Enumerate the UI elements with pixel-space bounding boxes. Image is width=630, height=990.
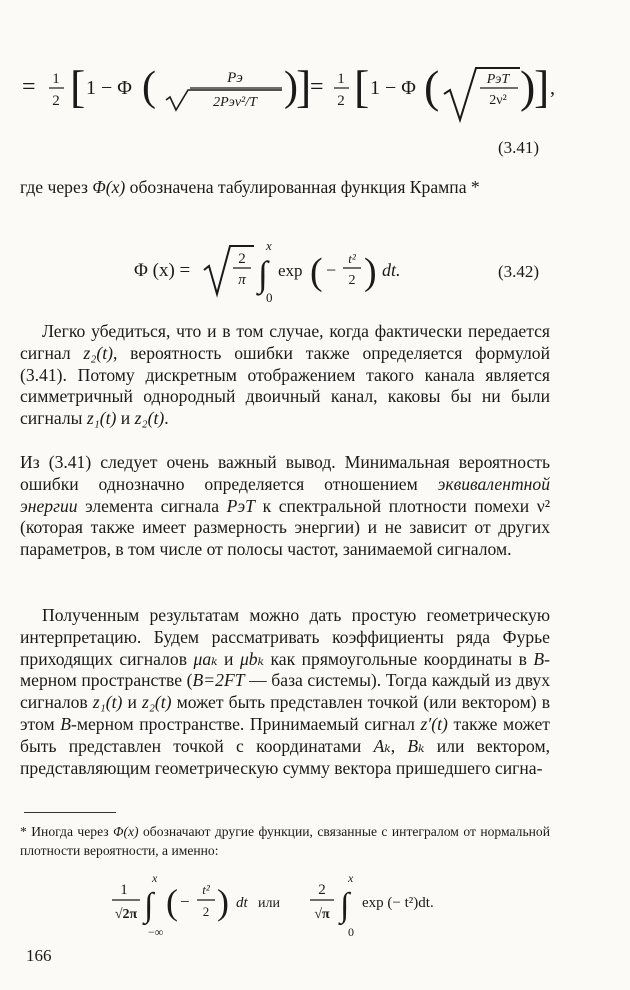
emphasis-equivalent-energy: эквивалентной энергии <box>20 473 550 516</box>
ff-exp-tail: exp (− t²)dt. <box>362 895 434 911</box>
ff-frac1-num: 1 <box>120 882 128 898</box>
footnote-rule <box>24 812 116 813</box>
f341-half-num: 1 <box>52 71 60 87</box>
f341-frac1-den: 2Pэν²/T <box>213 95 257 110</box>
f341-bracket-close: ] <box>296 61 312 112</box>
f342-minus: − <box>326 260 337 280</box>
f341-comma: , <box>550 77 555 99</box>
ff-two: 2 <box>202 904 210 919</box>
ff-frac2-den: √π <box>314 907 330 922</box>
f341-one-minus-2: 1 − Φ <box>370 77 416 99</box>
ff-paren-close: ) <box>217 882 229 922</box>
f342-paren-close: ) <box>364 251 377 293</box>
f342-upper: x <box>266 238 272 253</box>
f342-lower: 0 <box>266 290 273 305</box>
f342-two: 2 <box>348 273 356 288</box>
f342-sqrt-num: 2 <box>238 251 246 267</box>
equation-number-3-41: (3.41) <box>498 138 540 157</box>
f341-frac1-num: Pэ <box>227 70 243 86</box>
f342-integral: ∫ <box>258 254 268 294</box>
f341-paren2-open: ( <box>424 61 440 112</box>
f342-t2: t² <box>348 251 356 266</box>
f341-half2-den: 2 <box>337 93 345 109</box>
ff-minus: − <box>180 892 190 911</box>
ff-dt: dt <box>236 895 248 911</box>
ff-integral1: ∫ <box>144 887 154 924</box>
f341-bracket2-open: [ <box>354 61 370 112</box>
formula-3-41 <box>20 50 560 130</box>
intro-paragraph: где через Φ(x) обозначена табулированная функция Крампа * <box>20 177 480 197</box>
f341-bracket2-close: ] <box>534 61 550 112</box>
f342-paren-open: ( <box>310 251 323 293</box>
ff-frac2-num: 2 <box>318 882 326 898</box>
ff-t2: t² <box>202 882 210 897</box>
ff-lower2: 0 <box>348 925 354 939</box>
f341-paren-close: ) <box>284 64 298 110</box>
ff-integral2: ∫ <box>340 887 350 924</box>
f341-paren2-close: ) <box>520 61 536 112</box>
f342-dt: dt. <box>382 260 401 280</box>
f342-exp: exp <box>278 261 303 280</box>
f341-half2-num: 1 <box>337 71 345 87</box>
ff-frac1-den: √2π <box>114 907 138 922</box>
equation-number-3-42: (3.42) <box>498 262 540 281</box>
f341-paren-open: ( <box>142 64 156 110</box>
page-number: 166 <box>26 946 52 965</box>
ff-upper1: x <box>152 872 158 885</box>
paragraph-3: Полученным результатам можно дать простую геометрическую интерпретацию. Будем рассматривать коэффициенты ряда Фурье приходящих сигналов μaₖ и μbₖ как прямоугольные координаты в B-мерном пространстве (B=2FT — база системы). Тогда каждый из двух сигналов z₁(t) и z₂(t) может быть представлен точкой (или вектором) в этом B-мерном пространстве. Принимаемый сигнал z′(t) также может быть представлен точкой с координатами Aₖ, Bₖ или вектором, представляющим геометрическую сумму вектора пришедшего сигна- <box>20 605 551 778</box>
f341-frac2-den: 2ν² <box>489 93 507 108</box>
f341-half-den: 2 <box>52 93 60 109</box>
paragraph-2: Из (3.41) следует очень важный вывод. Минимальная вероятность ошибки однозначно определяется отношением эквивалентной энергии элемента сигнала PэT к спектральной плотности помехи ν² (которая также имеет размерность энергии) и не зависит от других параметров, в том числе от полосы частот, занимаемой сигналом. <box>20 452 551 560</box>
f341-equals: = <box>310 74 324 100</box>
ff-or: или <box>258 896 280 911</box>
paragraph-1: Легко убедиться, что и в том случае, когда фактически передается сигнал z₂(t), вероятность ошибки также определяется формулой (3.41). Потому дискретным отображением такого канала является симметричный однородный двоичный канал, каковы бы ни были сигналы z₁(t) и z₂(t). <box>20 321 550 429</box>
ff-upper2: x <box>348 872 354 885</box>
phi-x: Φ(x) <box>92 177 126 197</box>
footnote-text: * Иногда через Φ(x) обозначают другие функции, связанные с интегралом от нормальной плотности вероятности, а именно: <box>20 824 550 858</box>
f341-lhs: = <box>22 74 36 100</box>
formula-3-42 <box>130 238 430 306</box>
ff-paren-open: ( <box>166 882 178 922</box>
footnote-formula <box>110 872 490 942</box>
f341-bracket-open: [ <box>70 61 86 112</box>
f341-frac2-num: PэT <box>486 72 510 87</box>
ff-lower1: −∞ <box>148 925 164 939</box>
f342-sqrt-den: π <box>238 272 246 288</box>
f341-one-minus: 1 − Φ <box>86 77 132 99</box>
f342-lhs: Φ (x) = <box>134 260 191 281</box>
